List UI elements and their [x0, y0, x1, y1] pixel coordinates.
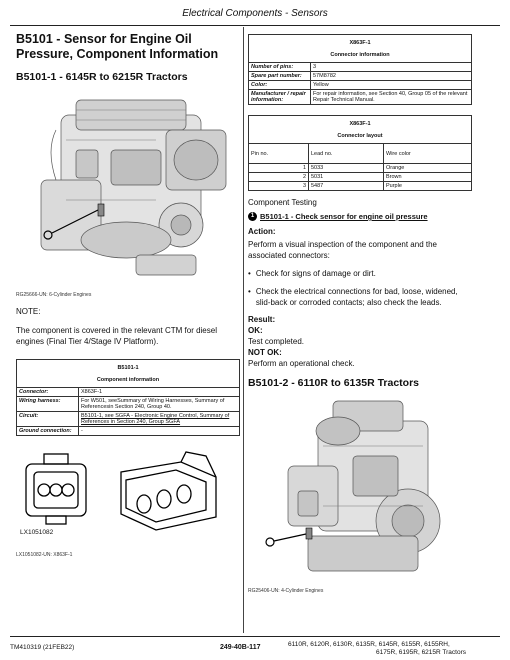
step-title-link[interactable]: B5101-1 - Check sensor for engine oil pressure	[260, 212, 428, 221]
connector-layout-table	[248, 115, 472, 191]
ok-text: Test completed.	[248, 337, 305, 346]
section-heading: B5101 - Sensor for Engine Oil Pressure, Component Information	[16, 32, 219, 61]
row-value: 57M8782	[311, 72, 472, 81]
table-row	[17, 397, 240, 412]
bullet-dot: •	[248, 287, 251, 296]
note-text: The component is covered in the relevant CTM for diesel engines (Final Tier 4/Stage IV Platform).	[16, 326, 217, 346]
table-row	[249, 81, 472, 90]
header-rule	[10, 25, 500, 26]
notok-label: NOT OK:	[248, 348, 282, 357]
left-column	[16, 32, 240, 558]
column-header: Lead no.	[309, 144, 384, 164]
table-header-row	[249, 144, 472, 164]
bullet-dot: •	[248, 269, 251, 278]
connector-drawing	[16, 442, 240, 542]
subsection-heading: B5101-1 - 6145R to 6215R Tractors	[16, 71, 188, 83]
model-list-line: 6175R, 6195R, 6215R Tractors	[376, 649, 466, 656]
note-label: NOTE:	[16, 307, 41, 316]
bullet-item	[248, 268, 472, 279]
row-value: Yellow	[311, 81, 472, 90]
table-title-block	[249, 116, 472, 144]
step-number-badge: 1	[248, 212, 257, 221]
notok-text: Perform an operational check.	[248, 359, 355, 368]
engine-image-4cyl	[248, 396, 472, 586]
table-row	[17, 427, 240, 436]
page-number: 249-40B-117	[220, 644, 261, 651]
table-row	[249, 164, 472, 173]
bullet-text: Check for signs of damage or dirt.	[255, 269, 376, 278]
table-title-id: X863F-1	[349, 40, 371, 46]
doc-id: TM410319 (21FEB22)	[10, 644, 75, 651]
connector-caption: LX1051082-UN: X863F-1	[16, 552, 73, 558]
cell: Purple	[384, 182, 472, 191]
row-key: Number of pins:	[249, 63, 311, 72]
connector-info-table	[248, 34, 472, 105]
model-list-line: 6110R, 6120R, 6130R, 6135R, 6145R, 6155R, 6155RH,	[288, 641, 450, 648]
cell: Brown	[384, 173, 472, 182]
image-caption-4cyl: RG25406-UN: 4-Cylinder Engines	[248, 588, 324, 594]
table-title: Connector information	[330, 52, 390, 58]
table-row	[249, 63, 472, 72]
cell: 5487	[309, 182, 384, 191]
row-key: Connector:	[17, 388, 79, 397]
table-row	[249, 90, 472, 105]
cell: 3	[249, 182, 309, 191]
table-row	[249, 173, 472, 182]
row-key: Color:	[249, 81, 311, 90]
table-title-block	[249, 35, 472, 63]
right-column	[248, 32, 472, 594]
component-info-table	[16, 359, 240, 436]
action-label: Action:	[248, 227, 276, 236]
action-text: Perform a visual inspection of the component and the associated connectors:	[248, 240, 437, 260]
row-key: Spare part number:	[249, 72, 311, 81]
column-header: Pin no.	[249, 144, 309, 164]
table-title: Connector layout	[337, 133, 383, 139]
test-step-1[interactable]	[248, 212, 472, 221]
table-title-block	[17, 360, 240, 388]
testing-title: Component Testing	[248, 198, 317, 207]
table-row	[17, 412, 240, 427]
cell: Orange	[384, 164, 472, 173]
engine-image-6cyl	[16, 90, 240, 290]
bullet-item	[248, 286, 472, 308]
column-header: Wire color	[384, 144, 472, 164]
connector-label: LX1051082	[20, 529, 54, 536]
cell: 5033	[309, 164, 384, 173]
row-value-link[interactable]: B5101-1, see SGFA - Electronic Engine Control, Summary of References in Section 240, Group SGFA	[79, 412, 240, 427]
table-title-id: B5101-1	[117, 365, 139, 371]
row-value: -	[79, 427, 240, 436]
footer-rule	[10, 636, 500, 637]
cell: 5031	[309, 173, 384, 182]
column-divider	[243, 27, 244, 633]
model-list	[288, 641, 488, 657]
row-value: 3	[311, 63, 472, 72]
row-key: Manufacturer / repair information:	[249, 90, 311, 105]
cell: 2	[249, 173, 309, 182]
row-key: Circuit:	[17, 412, 79, 427]
result-label: Result:	[248, 315, 276, 324]
table-row	[249, 182, 472, 191]
table-title: Component information	[96, 377, 160, 383]
row-key: Wiring harness:	[17, 397, 79, 412]
row-value: X863F-1	[79, 388, 240, 397]
row-value: For repair information, see Section 40, Group 05 of the relevant Repair Technical Manual.	[311, 90, 472, 105]
subsection-heading-2: B5101-2 - 6110R to 6135R Tractors	[248, 377, 420, 389]
bullet-text: Check the electrical connections for bad, loose, widened, slid-back or corroded contacts; also check the leads.	[255, 287, 458, 307]
image-caption-6cyl: RG25666-UN: 6-Cylinder Engines	[16, 292, 92, 298]
row-key: Ground connection:	[17, 427, 79, 436]
page-header: Electrical Components - Sensors	[182, 8, 328, 19]
table-row	[17, 388, 240, 397]
ok-label: OK:	[248, 326, 263, 335]
row-value: For W501, seeSummary of Wiring Harnesses, Summary of Referencesin Section 240, Group 40.	[79, 397, 240, 412]
cell: 1	[249, 164, 309, 173]
table-title-id: X863F-1	[349, 121, 371, 127]
table-row	[249, 72, 472, 81]
